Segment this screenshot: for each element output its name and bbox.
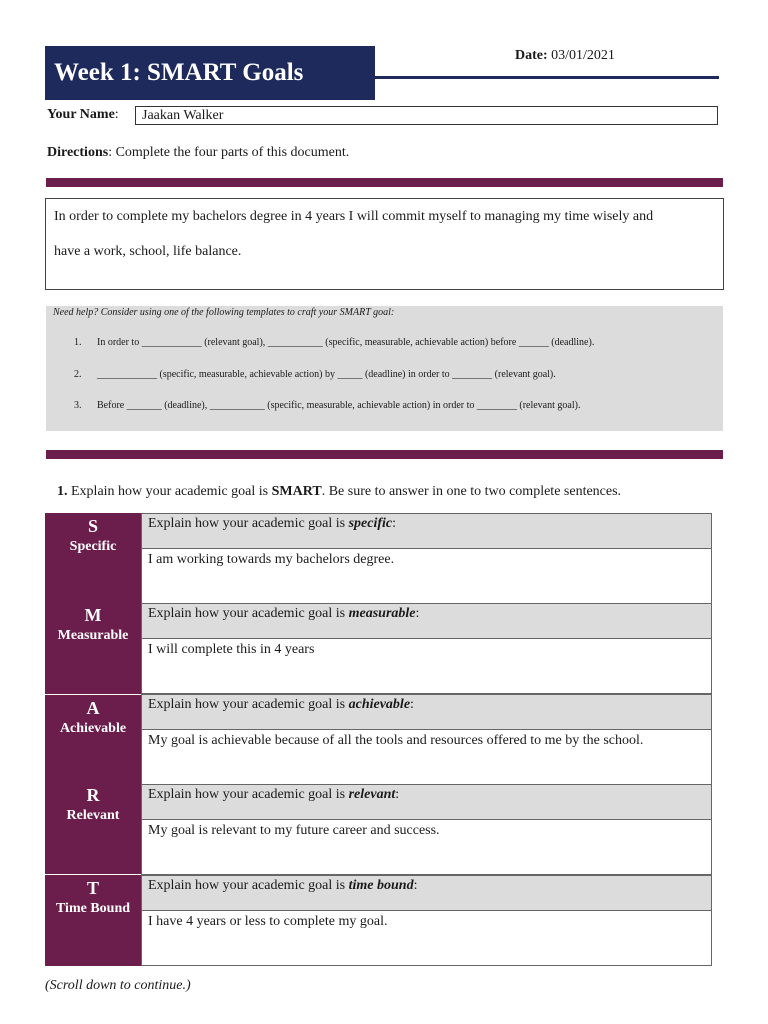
prompt-specific: Explain how your academic goal is specific: bbox=[141, 513, 712, 549]
name-field[interactable]: Jaakan Walker bbox=[135, 106, 718, 125]
letter-block-ar bbox=[45, 695, 141, 874]
name-label-colon: : bbox=[114, 107, 119, 122]
template-text: In order to ____________ (relevant goal), ___________ (specific, measurable, achievable action) before ______ (deadline). bbox=[97, 337, 595, 348]
help-intro: Need help? Consider using one of the following templates to craft your SMART goal: bbox=[53, 307, 395, 318]
directions-label: Directions bbox=[47, 145, 109, 160]
template-text: ____________ (specific, measurable, achievable action) by _____ (deadline) in order to ________ (relevant goal). bbox=[97, 369, 556, 380]
prompt-measurable: Explain how your academic goal is measurable: bbox=[141, 603, 712, 639]
prompt-prefix: Explain how your academic goal is bbox=[148, 878, 349, 893]
template-number: 2. bbox=[74, 369, 82, 380]
smart-letter-m: M bbox=[84, 605, 102, 625]
directions-text: : Complete the four parts of this document. bbox=[108, 145, 350, 160]
question-bold: SMART bbox=[271, 484, 322, 499]
name-label bbox=[47, 107, 119, 123]
prompt-keyword: measurable bbox=[348, 606, 416, 621]
prompt-keyword: relevant bbox=[348, 787, 396, 802]
question-text-after: . Be sure to answer in one to two complete sentences. bbox=[321, 484, 622, 499]
question-number: 1. bbox=[57, 484, 68, 499]
prompt-prefix: Explain how your academic goal is bbox=[148, 606, 349, 621]
template-item bbox=[74, 337, 594, 348]
letter-block-sm bbox=[45, 513, 141, 694]
smart-letter-r: R bbox=[86, 785, 100, 805]
prompt-prefix: Explain how your academic goal is bbox=[148, 787, 349, 802]
letter-block-t bbox=[45, 875, 141, 966]
template-item bbox=[74, 400, 580, 411]
smart-word-measurable: Measurable bbox=[57, 628, 129, 643]
answer-specific[interactable]: I am working towards my bachelors degree. bbox=[141, 549, 712, 604]
question-text-before: Explain how your academic goal is bbox=[71, 484, 272, 499]
prompt-prefix: Explain how your academic goal is bbox=[148, 697, 349, 712]
help-box bbox=[46, 306, 723, 431]
prompt-achievable: Explain how your academic goal is achievable: bbox=[141, 694, 712, 730]
answer-measurable[interactable]: I will complete this in 4 years bbox=[141, 639, 712, 694]
scroll-note: (Scroll down to continue.) bbox=[45, 978, 191, 993]
directions bbox=[47, 145, 349, 161]
smart-letter-t: T bbox=[86, 878, 99, 898]
goal-line-2: have a work, school, life balance. bbox=[54, 244, 242, 259]
prompt-keyword: achievable bbox=[348, 697, 411, 712]
template-number: 3. bbox=[74, 400, 82, 411]
question-1 bbox=[57, 484, 621, 500]
date-field bbox=[515, 48, 615, 64]
section-divider-top bbox=[46, 178, 723, 187]
answer-relevant[interactable]: My goal is relevant to my future career and success. bbox=[141, 820, 712, 875]
smart-letter-a: A bbox=[86, 698, 100, 718]
template-text: Before _______ (deadline), ___________ (specific, measurable, achievable action) in order to ________ (relevant goal). bbox=[97, 400, 581, 411]
template-item bbox=[74, 369, 556, 380]
answer-time-bound[interactable]: I have 4 years or less to complete my goal. bbox=[141, 911, 712, 966]
section-divider-bottom bbox=[46, 450, 723, 459]
prompt-prefix: Explain how your academic goal is bbox=[148, 516, 349, 531]
smart-word-specific: Specific bbox=[69, 539, 117, 554]
date-value: 03/01/2021 bbox=[551, 48, 615, 63]
goal-line-1: In order to complete my bachelors degree in 4 years I will commit myself to managing my time wisely and bbox=[54, 209, 654, 224]
answer-achievable[interactable]: My goal is achievable because of all the tools and resources offered to me by the school. bbox=[141, 730, 712, 785]
goal-statement-field[interactable] bbox=[45, 198, 724, 290]
date-label: Date: bbox=[515, 48, 548, 63]
smart-word-achievable: Achievable bbox=[59, 721, 127, 736]
prompt-time-bound: Explain how your academic goal is time bound: bbox=[141, 875, 712, 911]
prompt-keyword: specific bbox=[348, 516, 393, 531]
header-rule bbox=[375, 76, 719, 79]
smart-table bbox=[45, 513, 712, 966]
smart-letter-s: S bbox=[87, 516, 98, 536]
template-number: 1. bbox=[74, 337, 82, 348]
prompt-keyword: time bound bbox=[348, 878, 414, 893]
prompt-relevant: Explain how your academic goal is relevant: bbox=[141, 784, 712, 820]
name-label-text: Your Name bbox=[47, 107, 115, 122]
page-title: Week 1: SMART Goals bbox=[45, 46, 375, 100]
smart-word-time-bound: Time Bound bbox=[55, 901, 131, 916]
smart-word-relevant: Relevant bbox=[66, 808, 120, 823]
